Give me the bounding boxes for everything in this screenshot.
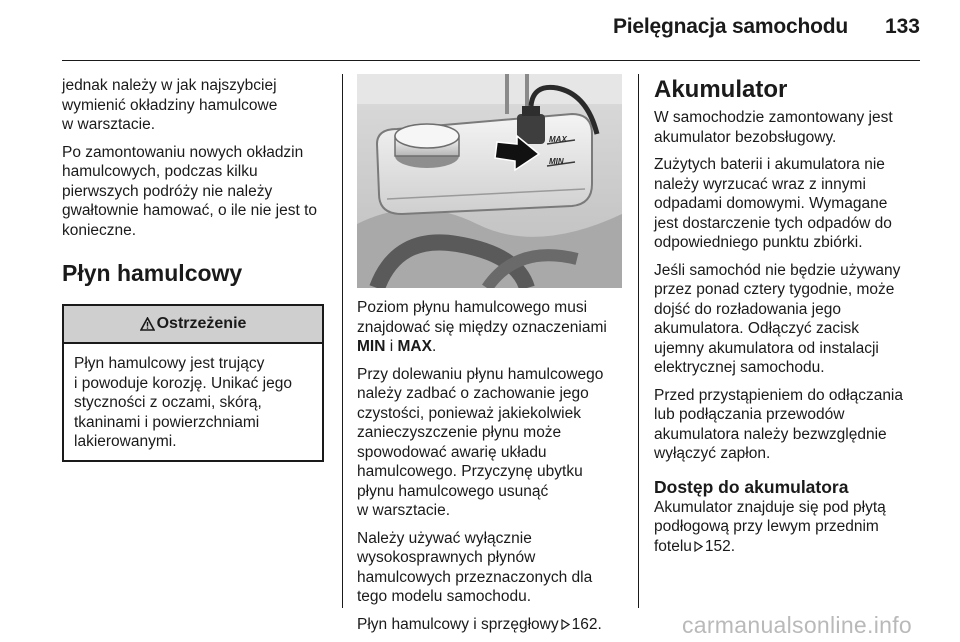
page-reference-link[interactable]: 162. (571, 615, 602, 633)
paragraph-level (357, 298, 622, 357)
middle-column (357, 298, 622, 642)
warning-header (64, 306, 322, 344)
text: Płyn hamulcowy i sprzęgłowy (357, 615, 559, 633)
paragraph: jednak należy w jak najszybciej wymienić okładziny hamulcowe w warsztacie. (62, 77, 278, 133)
subheading-battery-access: Dostęp do akumulatora (654, 476, 849, 497)
paragraph: W samochodzie zamontowany jest akumulator bezobsługowy. (654, 109, 893, 146)
left-column (62, 76, 328, 462)
paragraph: Jeśli samochód nie będzie używany przez ponad cztery tygodnie, może dojść do rozładowania jego akumulatora. Odłączyć zacisk ujemny akumulatora od instalacji elektrycznej samochodu. (654, 261, 901, 376)
section-heading-brake-fluid: Płyn hamulcowy (62, 260, 243, 286)
page-reference-arrow-icon (694, 541, 703, 552)
text: Poziom płynu hamulcowego musi znajdować się między oznaczeniami (357, 299, 607, 336)
column-divider-1 (342, 74, 343, 608)
page-reference-arrow-icon (561, 619, 570, 630)
paragraph: Przy dolewaniu płynu hamulcowego należy zadbać o zachowanie jego czystości, ponieważ jakiekolwiek zanieczyszczenie płynu może spowodować awarię układu hamulcowego. Przyczynę ubytku płynu hamulcowego usunąć w warsztacie. (357, 365, 604, 519)
text: . (431, 338, 437, 355)
page-header-title: Pielęgnacja samochodu (612, 15, 848, 38)
right-column (654, 76, 924, 564)
paragraph-reference (357, 615, 622, 635)
text: Akumulator znajduje się pod płytą podłogową przy lewym przednim fotelu (654, 498, 886, 555)
paragraph: Zużytych baterii i akumulatora nie należy wyrzucać wraz z innymi odpadami domowymi. Wymagane jest dostarczenie tych odpadów do odpowiedniego punktu zbiórki. (654, 156, 892, 251)
max-label: MAX (397, 338, 432, 355)
paragraph: Po zamontowaniu nowych okładzin hamulcowych, podczas kilku pierwszych podróży nie należy gwałtownie hamować, o ile nie jest to konieczne. (62, 143, 318, 239)
column-divider-2 (638, 74, 639, 608)
max-marking: MAX (549, 135, 567, 144)
page-reference-link[interactable]: 152. (704, 537, 736, 555)
header-rule (62, 60, 920, 61)
warning-box (62, 304, 324, 462)
watermark: carmanualsonline.info (681, 612, 912, 638)
paragraph: Przed przystąpieniem do odłączania lub podłączania przewodów akumulatora należy bezwzględnie wyłączyć zapłon. (654, 386, 903, 462)
paragraph-reference (654, 498, 924, 557)
warning-text: Płyn hamulcowy jest trujący i powoduje korozję. Unikać jego styczności z oczami, skórą, tkaninami i powierzchniami lakierowanymi. (74, 355, 292, 450)
warning-triangle-icon (140, 317, 155, 331)
min-marking: MIN (549, 157, 564, 166)
section-heading-battery: Akumulator (654, 76, 788, 103)
brake-fluid-reservoir-photo (357, 74, 622, 288)
min-label: MIN (357, 338, 386, 355)
page-number: 133 (884, 15, 920, 38)
paragraph: Należy używać wyłącznie wysokosprawnych płynów hamulcowych przeznaczonych dla tego modelu samochodu. (357, 529, 593, 605)
text: i (385, 338, 398, 355)
warning-title: Ostrzeżenie (156, 315, 247, 333)
